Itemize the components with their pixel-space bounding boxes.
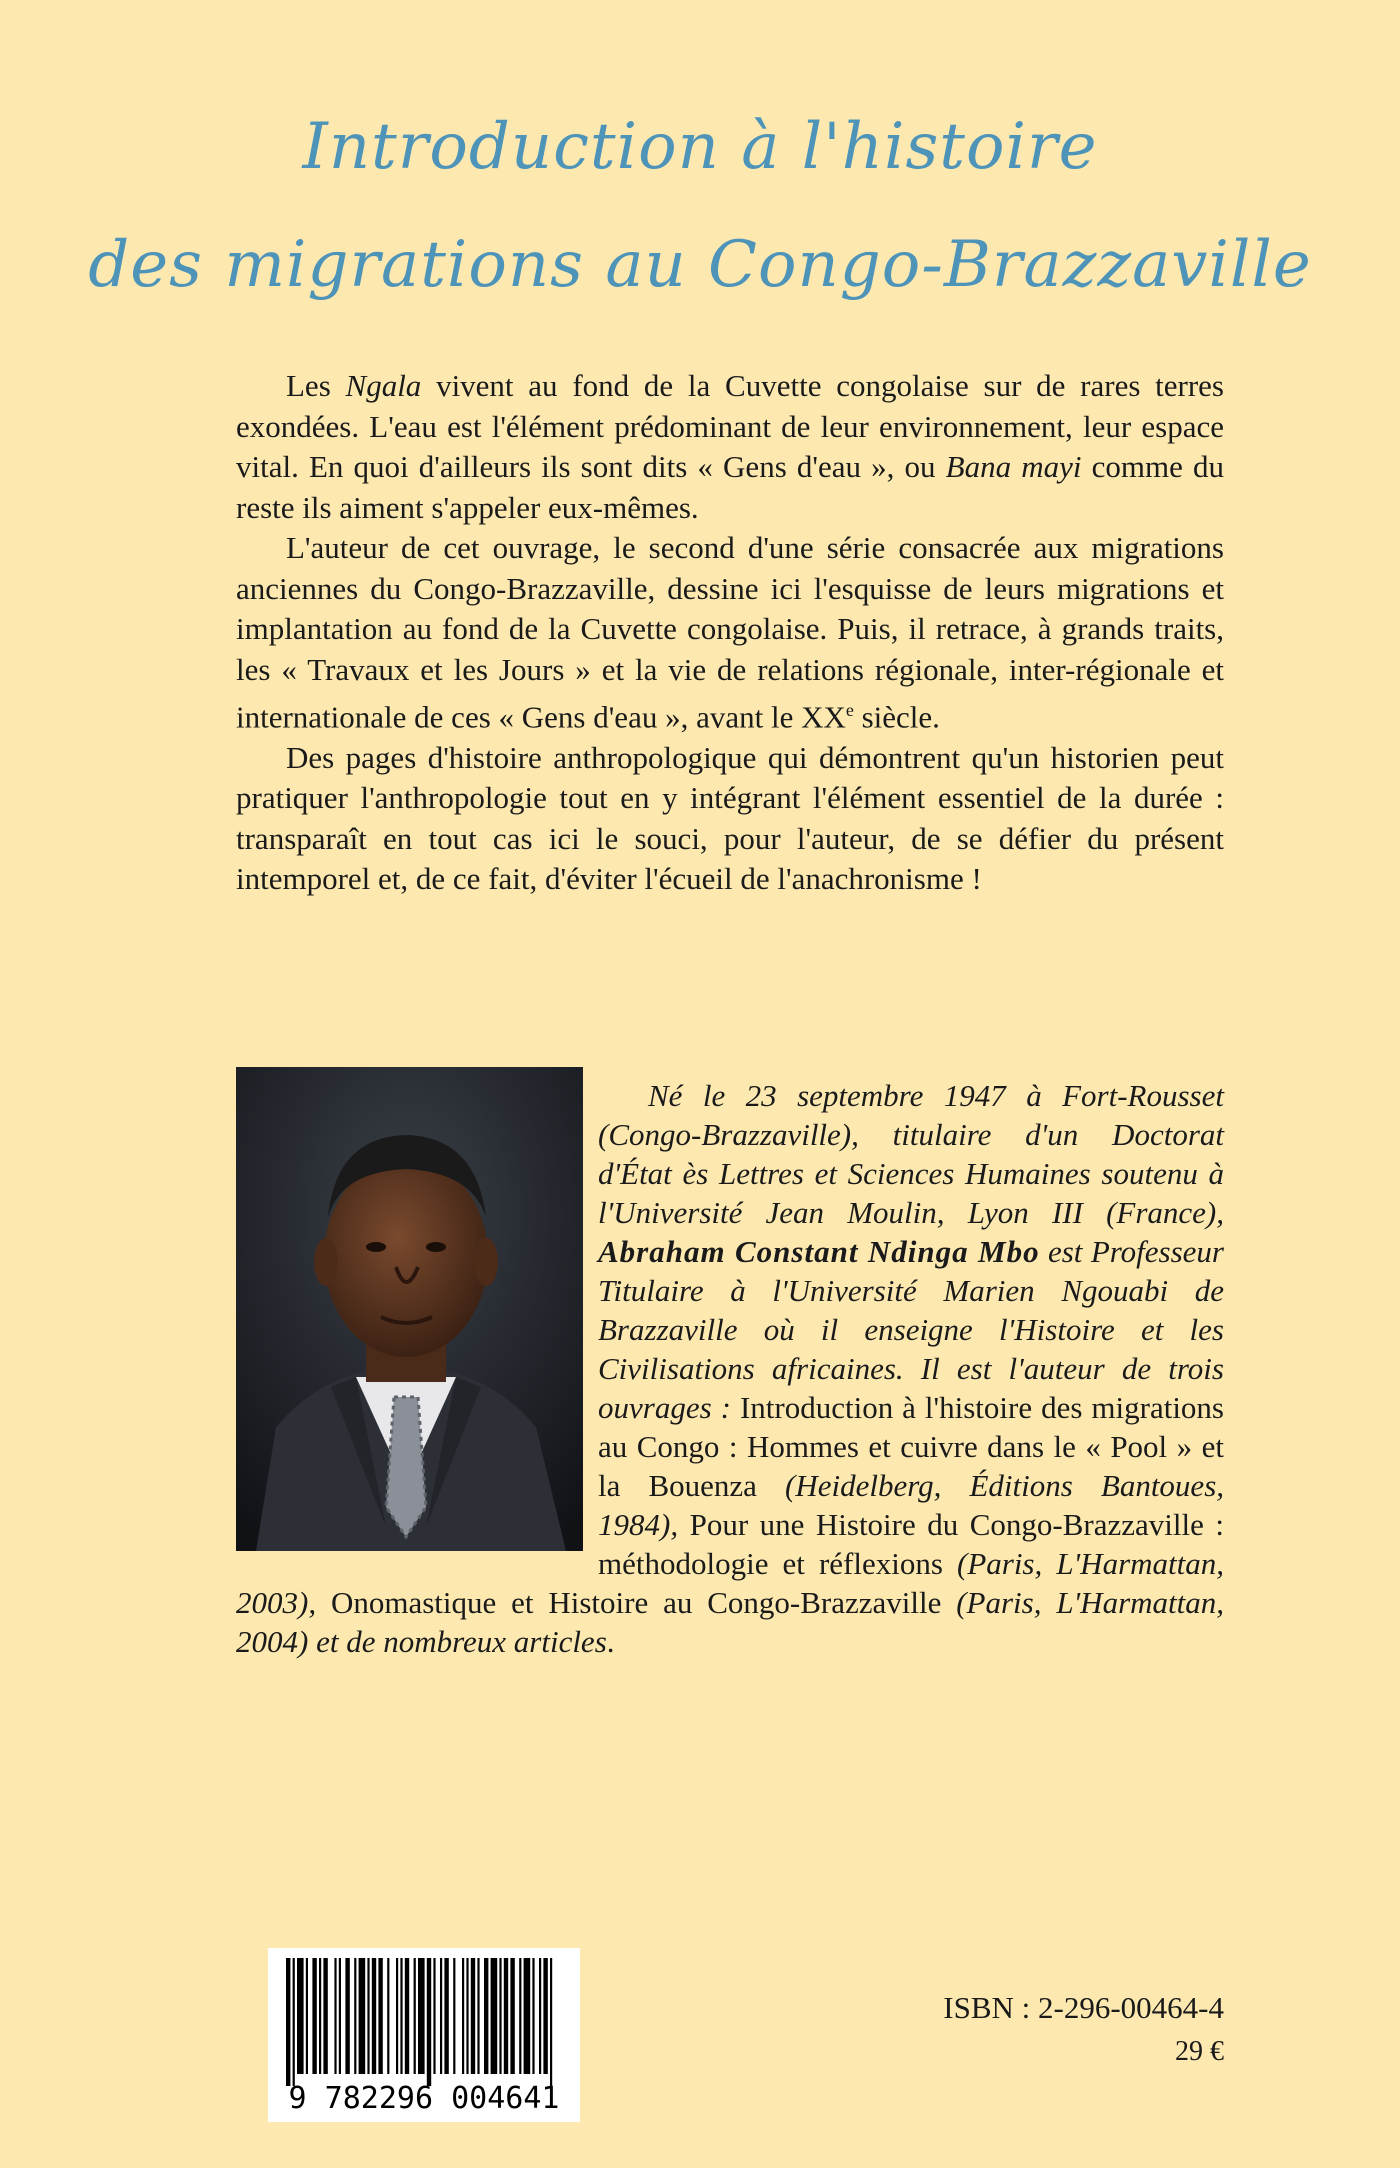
barcode-bar xyxy=(414,1958,416,2074)
barcode-bar xyxy=(367,1958,369,2074)
barcode-bar xyxy=(524,1958,531,2074)
barcode-bar xyxy=(491,1958,498,2074)
barcode-bar xyxy=(444,1958,448,2074)
barcode xyxy=(268,1948,580,2122)
blurb-text: Les xyxy=(286,368,346,403)
barcode-bar xyxy=(504,1958,508,2074)
barcode-bar xyxy=(499,1958,501,2074)
book-title-3: Onomastique et Histoire au Congo-Brazzaville xyxy=(316,1585,957,1620)
blurb-paragraph-1 xyxy=(236,366,1224,528)
barcode-bar xyxy=(433,1958,435,2074)
blurb-text: siècle. xyxy=(853,699,940,735)
barcode-bar xyxy=(286,1958,290,2086)
barcode-bar xyxy=(339,1958,341,2074)
barcode-bar xyxy=(396,1958,398,2074)
barcode-bar xyxy=(440,1958,442,2074)
blurb-text: comme du reste ils aiment s'appeler eux-mêmes. xyxy=(236,449,1225,525)
isbn: ISBN : 2-296-00464-4 xyxy=(943,1990,1224,2025)
barcode-bar xyxy=(400,1958,402,2074)
blurb-text: L'auteur de cet ouvrage, le second d'une série consacrée aux migrations anciennes du Congo-Brazzaville, dessine ici l'esquisse de leurs migrations et implantation au fond de la Cuvette congolaise. Puis, il retrace, à grands traits, les « Travaux et les Jours » et la vie de relations régionale, inter-régionale et internationale de ces « Gens d'eau », avant le XX xyxy=(236,530,1224,735)
barcode-bar xyxy=(293,1958,295,2086)
book-publisher-3: (Paris, L'Harmattan, 2004) et de nombreux articles xyxy=(236,1585,1224,1659)
barcode-bar xyxy=(510,1958,514,2074)
barcode-bar xyxy=(462,1958,464,2074)
bio-intro: Né le 23 septembre 1947 à Fort-Rousset (Congo-Brazzaville), titulaire d'un Doctorat d'État ès Lettres et Sciences Humaines soutenu à l'Université Jean Moulin, Lyon III (France), xyxy=(598,1078,1224,1230)
barcode-bar xyxy=(354,1958,356,2074)
barcode-bar xyxy=(372,1958,376,2074)
title-line-1: Introduction à l'histoire xyxy=(302,110,1098,184)
barcode-bar xyxy=(418,1958,425,2074)
blurb-paragraph-2 xyxy=(236,528,1224,738)
barcode-bar xyxy=(405,1958,409,2074)
barcode-bar xyxy=(323,1958,327,2074)
price: 29 € xyxy=(1175,2036,1224,2067)
barcode-bar xyxy=(306,1958,308,2074)
book-title-1: Introduction à l'histoire des migrations au Congo : Hommes et cuivre dans le « Pool » et la Bouenza xyxy=(598,1390,1224,1503)
author-name: Abraham Constant Ndinga Mbo xyxy=(598,1234,1040,1269)
barcode-bar xyxy=(543,1958,547,2074)
barcode-bars xyxy=(268,1948,580,2122)
author-biography xyxy=(236,1076,1224,1661)
barcode-bar xyxy=(453,1958,455,2074)
title-line-2: des migrations au Congo-Brazzaville xyxy=(88,228,1312,302)
photo-spacer xyxy=(236,1076,598,1554)
barcode-bar xyxy=(345,1958,349,2074)
book-title xyxy=(0,88,1400,324)
barcode-bar xyxy=(378,1958,382,2074)
barcode-bar xyxy=(519,1958,521,2074)
barcode-bar xyxy=(359,1958,366,2074)
bio-role: est Professeur Titulaire à l'Université Marien Ngouabi de Brazzaville où il enseigne l'Histoire et les Civilisations africaines. Il est l'auteur de trois ouvrages : xyxy=(598,1234,1224,1425)
barcode-bar xyxy=(466,1958,468,2074)
back-cover-blurb xyxy=(236,366,1224,900)
barcode-bar xyxy=(471,1958,475,2074)
superscript: e xyxy=(845,700,854,720)
blurb-text: vivent au fond de la Cuvette congolaise sur de rares terres exondées. L'eau est l'élément prédominant de leur environnement, leur espace vital. En quoi d'ailleurs ils sont dits « Gens d'eau », ou xyxy=(236,368,1224,484)
book-publisher-2: (Paris, L'Harmattan, 2003), xyxy=(236,1546,1225,1620)
blurb-emphasis: Bana mayi xyxy=(945,449,1082,484)
bio-end: . xyxy=(606,1624,615,1659)
barcode-bar xyxy=(334,1958,336,2074)
blurb-emphasis: Ngala xyxy=(345,368,422,403)
barcode-digits: 9 782296 004641 xyxy=(288,2081,560,2116)
barcode-bar xyxy=(539,1958,541,2074)
book-title-2: Pour une Histoire du Congo-Brazzaville : méthodologie et réflexions xyxy=(598,1507,1224,1581)
barcode-bar xyxy=(312,1958,316,2074)
barcode-bar xyxy=(387,1958,389,2074)
book-publisher-1: (Heidelberg, Éditions Bantoues, 1984), xyxy=(598,1468,1225,1542)
barcode-bar xyxy=(550,1958,552,2086)
barcode-bar xyxy=(427,1958,431,2086)
barcode-bar xyxy=(477,1958,479,2074)
barcode-bar xyxy=(532,1958,534,2074)
barcode-bar xyxy=(319,1958,321,2074)
blurb-paragraph-3: Des pages d'histoire anthropologique qui démontrent qu'un historien peut pratiquer l'anthropologie tout en y intégrant l'élément essentiel de la durée : transparaît en tout cas ici le souci, pour l'auteur, de se défier du présent intemporel et, de ce fait, d'éviter l'écueil de l'anachronisme ! xyxy=(236,739,1224,897)
barcode-bar xyxy=(484,1958,488,2074)
barcode-bar xyxy=(297,1958,304,2074)
